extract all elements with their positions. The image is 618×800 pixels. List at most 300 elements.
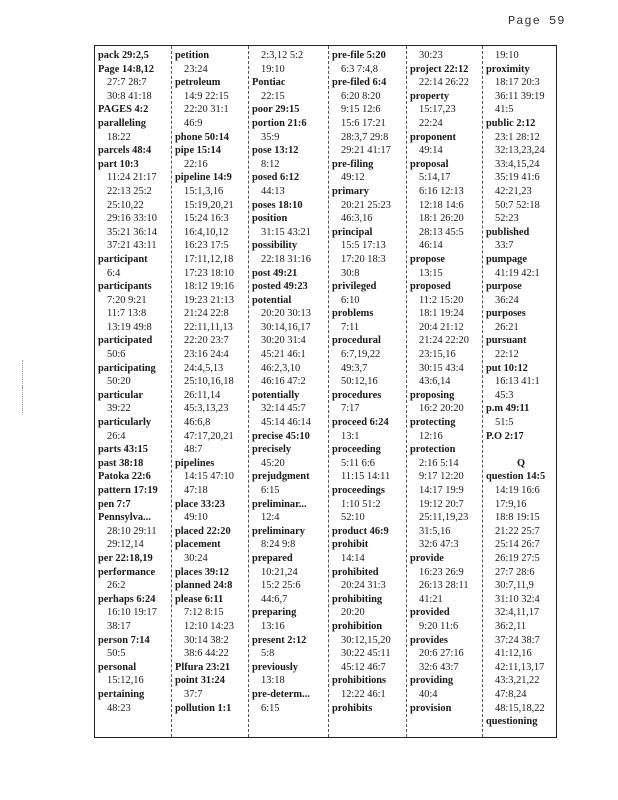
index-page-refs: 15:1,3,16: [184, 185, 224, 197]
index-page-refs: 47:18: [184, 485, 208, 496]
index-page-refs: 22:14 26:22: [419, 77, 469, 89]
index-entry: potentially: [252, 389, 300, 401]
index-page-refs: 22:12: [495, 349, 519, 361]
index-entry: placement: [175, 539, 221, 551]
index-page-refs: 30:22 45:11: [341, 648, 391, 660]
index-entry: pack 29:2,5: [98, 50, 149, 61]
index-page-refs: 49:14: [419, 145, 443, 157]
index-entry: particular: [98, 389, 144, 401]
index-entry: past 38:18: [98, 457, 144, 469]
index-entry: place 33:23: [175, 498, 225, 510]
index-page-refs: 43:3,21,22: [495, 675, 540, 687]
index-page-refs: 22:24: [419, 117, 443, 129]
index-column-1: [98, 49, 170, 715]
index-page-refs: 6:16 12:13: [419, 185, 464, 197]
index-page-refs: 22:20 23:7: [184, 335, 229, 347]
index-entry: pipe 15:14: [175, 145, 221, 157]
index-page-refs: 52:23: [495, 213, 519, 225]
index-page-refs: 32:6 43:7: [419, 661, 459, 673]
index-page-refs: 6:15: [261, 702, 280, 714]
index-page-refs: 15:5 17:13: [341, 240, 386, 252]
index-page-refs: 19:23 21:13: [184, 294, 234, 306]
index-page-refs: 46:6,8: [184, 417, 211, 429]
index-entry: Q: [516, 457, 526, 469]
index-page-refs: 20:21 25:23: [341, 199, 391, 211]
index-page-refs: 12:18 14:6: [419, 199, 464, 211]
index-entry: poses 18:10: [252, 199, 303, 211]
index-entry: procedural: [332, 335, 381, 347]
index-entry: propose: [410, 253, 446, 265]
index-page-refs: 52:10: [341, 512, 365, 524]
index-page-refs: 5:14,17: [419, 172, 451, 184]
index-page-refs: 29:12,14: [107, 539, 144, 551]
index-page-refs: 37:21 43:11: [107, 240, 157, 252]
index-page-refs: 11:24 21:17: [107, 172, 157, 184]
index-entry: proceed 6:24: [332, 417, 389, 429]
index-page-refs: 37:24 38:7: [495, 634, 540, 646]
index-entry: petition: [175, 50, 210, 61]
index-page-refs: 15:2 25:6: [261, 580, 301, 592]
index-page-refs: 29:16 33:10: [107, 213, 157, 225]
index-entry: phone 50:14: [175, 131, 229, 143]
index-entry: purposes: [486, 308, 526, 320]
index-page-refs: 30:20 31:4: [261, 335, 306, 347]
index-entry: part 10:3: [98, 158, 139, 170]
index-entry: published: [486, 226, 530, 238]
index-page-refs: 13:19 49:8: [107, 321, 152, 333]
index-page-refs: 17:11,12,18: [184, 253, 234, 265]
index-entry: Pennsylva...: [98, 512, 151, 524]
index-entry: pre-file 5:20: [332, 50, 386, 61]
index-entry: Patoka 22:6: [98, 471, 151, 483]
index-page-refs: 37:7: [184, 688, 203, 700]
index-page-refs: 15:17,23: [419, 104, 456, 116]
index-page-refs: 36:2,11: [495, 620, 527, 632]
index-entry: pattern 17:19: [98, 485, 158, 496]
word-index-table: [94, 45, 557, 738]
index-page-refs: 41:21: [419, 593, 443, 605]
index-page-refs: 23:1 28:12: [495, 131, 540, 143]
index-entry: p.m 49:11: [486, 403, 530, 415]
index-entry: parts 43:15: [98, 444, 148, 456]
index-entry: pursuant: [486, 335, 527, 347]
index-entry: posed 6:12: [252, 172, 300, 184]
index-entry: person 7:14: [98, 634, 150, 646]
index-page-refs: 16:10 19:17: [107, 607, 157, 619]
index-page-refs: 7:17: [341, 403, 360, 415]
index-entry: pipeline 14:9: [175, 172, 232, 184]
index-page-refs: 16:13 41:1: [495, 376, 540, 388]
index-page-refs: 25:10,16,18: [184, 376, 234, 388]
index-entry: please 6:11: [175, 593, 224, 605]
index-page-refs: 30:8 41:18: [107, 90, 152, 102]
index-page-refs: 22:16: [184, 158, 208, 170]
index-entry: portion 21:6: [252, 117, 307, 129]
index-page-refs: 6:15: [261, 485, 280, 496]
index-entry: property: [410, 90, 450, 102]
index-entry: Pontiac: [252, 77, 286, 89]
index-entry: perhaps 6:24: [98, 593, 156, 605]
index-entry: point 31:24: [175, 675, 225, 687]
index-page-refs: 31:5,16: [419, 525, 451, 537]
index-entry: protection: [410, 444, 456, 456]
index-entry: questioning: [486, 716, 538, 728]
index-page-refs: 30:7,11,9: [495, 580, 534, 592]
index-page-refs: 5:8: [261, 648, 275, 660]
index-entry: procedures: [332, 389, 382, 401]
index-page-refs: 5:11 6:6: [341, 457, 375, 469]
index-entry: present 2:12: [252, 634, 307, 646]
index-page-refs: 30:14,16,17: [261, 321, 311, 333]
index-page-refs: 45:20: [261, 457, 285, 469]
index-page-refs: 18:17 20:3: [495, 77, 540, 89]
index-entry: provided: [410, 607, 450, 619]
index-page-refs: 7:20 9:21: [107, 294, 147, 306]
index-page-refs: 49:10: [184, 512, 208, 524]
column-divider: [406, 46, 407, 737]
index-page-refs: 45:3,13,23: [184, 403, 229, 415]
index-page-refs: 14:15 47:10: [184, 471, 234, 483]
index-page-refs: 20:24 31:3: [341, 580, 386, 592]
index-page-refs: 15:24 16:3: [184, 213, 229, 225]
index-entry: P.O 2:17: [486, 430, 524, 442]
index-column-2: [175, 49, 247, 715]
index-entry: pumpage: [486, 253, 527, 265]
index-page-refs: 22:20 31:1: [184, 104, 229, 116]
index-page-refs: 16:2 20:20: [419, 403, 464, 415]
index-page-refs: 42:11,13,17: [495, 661, 545, 673]
index-page-refs: 21:24 22:20: [419, 335, 469, 347]
index-page-refs: 16:23 26:9: [419, 566, 464, 578]
index-entry: public 2:12: [486, 117, 536, 129]
index-entry: preliminar...: [252, 498, 307, 510]
index-page-refs: 10:21,24: [261, 566, 298, 578]
margin-mark: [22, 385, 25, 413]
index-page-refs: 2:3,12 5:2: [261, 50, 304, 61]
index-page-refs: 6:3 7:4,8: [341, 63, 378, 75]
index-page-refs: 35:9: [261, 131, 280, 143]
index-page-refs: 50:6: [107, 349, 126, 361]
index-page-refs: 46:3,16: [341, 213, 373, 225]
index-entry: purpose: [486, 281, 522, 293]
index-page-refs: 20:20: [341, 607, 365, 619]
index-page-refs: 16:23 17:5: [184, 240, 229, 252]
index-page-refs: 50:5: [107, 648, 126, 660]
index-entry: placed 22:20: [175, 525, 231, 537]
index-page-refs: 30:15 43:4: [419, 362, 464, 374]
index-page-refs: 22:18 31:16: [261, 253, 311, 265]
index-page-refs: 32:14 45:7: [261, 403, 306, 415]
index-page-refs: 19:10: [261, 63, 285, 75]
index-entry: pipelines: [175, 457, 215, 469]
index-entry: posted 49:23: [252, 281, 308, 293]
index-page-refs: 50:20: [107, 376, 131, 388]
index-page-refs: 13:15: [419, 267, 443, 279]
index-page-refs: 19:12 20:7: [419, 498, 464, 510]
index-entry: paralleling: [98, 117, 146, 129]
index-entry: Page 14:8,12: [98, 63, 154, 75]
index-entry: prepared: [252, 552, 293, 564]
index-entry: put 10:12: [486, 362, 528, 374]
index-page-refs: 14:9 22:15: [184, 90, 229, 102]
index-entry: pose 13:12: [252, 145, 299, 157]
index-page-refs: 26:4: [107, 430, 126, 442]
index-entry: places 39:12: [175, 566, 229, 578]
index-entry: question 14:5: [486, 471, 546, 483]
index-page-refs: 47:8,24: [495, 688, 527, 700]
index-page-refs: 16:4,10,12: [184, 226, 229, 238]
index-entry: participated: [98, 335, 153, 347]
margin-mark: [22, 360, 25, 388]
index-page-refs: 7:12 8:15: [184, 607, 224, 619]
index-page-refs: 27:7 28:7: [107, 77, 147, 89]
index-page-refs: 6:7,19,22: [341, 349, 381, 361]
index-entry: petroleum: [175, 77, 221, 89]
index-page-refs: 25:10,22: [107, 199, 144, 211]
index-page-refs: 12:10 14:23: [184, 620, 234, 632]
index-page-refs: 6:10: [341, 294, 360, 306]
index-entry: prohibits: [332, 702, 373, 714]
index-entry: prejudgment: [252, 471, 310, 483]
index-entry: prohibiting: [332, 593, 383, 605]
column-divider: [171, 46, 172, 737]
index-page-refs: 20:6 27:16: [419, 648, 464, 660]
index-page-refs: 30:12,15,20: [341, 634, 391, 646]
index-page-refs: 6:20 8:20: [341, 90, 381, 102]
index-page-refs: 45:21 46:1: [261, 349, 306, 361]
index-entry: post 49:21: [252, 267, 298, 279]
index-page-refs: 15:12,16: [107, 675, 144, 687]
index-entry: provision: [410, 702, 452, 714]
index-page-refs: 42:21,23: [495, 185, 532, 197]
index-page-refs: 11:15 14:11: [341, 471, 391, 483]
index-page-refs: 9:15 12:6: [341, 104, 381, 116]
index-page-refs: 48:15,18,22: [495, 702, 545, 714]
index-page-refs: 36:11 39:19: [495, 90, 545, 102]
index-page-refs: 1:10 51:2: [341, 498, 381, 510]
index-page-refs: 38:6 44:22: [184, 648, 229, 660]
index-page-refs: 33:7: [495, 240, 514, 252]
index-entry: proximity: [486, 63, 530, 75]
column-divider: [248, 46, 249, 737]
index-page-refs: 22:11,11,13: [184, 321, 233, 333]
index-page-refs: 46:2,3,10: [261, 362, 301, 374]
index-page-refs: 28:3,7 29:8: [341, 131, 389, 143]
index-entry: proposed: [410, 281, 451, 293]
index-entry: position: [252, 213, 288, 225]
index-page-refs: 48:23: [107, 702, 131, 714]
index-page-refs: 29:21 41:17: [341, 145, 391, 157]
page-number-label: Page 59: [508, 14, 566, 28]
index-entry: potential: [252, 294, 292, 306]
index-page-refs: 23:16 24:4: [184, 349, 229, 361]
index-page-refs: 50:7 52:18: [495, 199, 540, 211]
index-entry: product 46:9: [332, 525, 389, 537]
column-divider: [328, 46, 329, 737]
index-entry: possibility: [252, 240, 298, 252]
index-page-refs: 20:20 30:13: [261, 308, 311, 320]
index-entry: precisely: [252, 444, 292, 456]
index-page-refs: 26:13 28:11: [419, 580, 469, 592]
index-entry: poor 29:15: [252, 104, 300, 116]
index-page-refs: 7:11: [341, 321, 360, 333]
index-page-refs: 17:23 18:10: [184, 267, 234, 279]
index-entry: preparing: [252, 607, 297, 619]
index-page-refs: 28:10 29:11: [107, 525, 157, 537]
index-page-refs: 44:13: [261, 185, 285, 197]
index-entry: pre-filing: [332, 158, 374, 170]
index-page-refs: 46:16 47:2: [261, 376, 306, 388]
index-page-refs: 14:14: [341, 552, 365, 564]
index-entry: project 22:12: [410, 63, 469, 75]
index-page-refs: 41:5: [495, 104, 514, 116]
index-page-refs: 38:17: [107, 620, 131, 632]
index-page-refs: 45:3: [495, 389, 514, 401]
index-page-refs: [486, 443, 556, 457]
index-page-refs: 47:17,20,21: [184, 430, 234, 442]
index-entry: personal: [98, 661, 137, 673]
index-entry: proponent: [410, 131, 457, 143]
index-entry: privileged: [332, 281, 377, 293]
index-page-refs: 8:24 9:8: [261, 539, 296, 551]
index-page-refs: 32:6 47:3: [419, 539, 459, 551]
index-entry: primary: [332, 185, 369, 197]
index-page-refs: 23:24: [184, 63, 208, 75]
index-page-refs: 18:8 19:15: [495, 512, 540, 524]
index-entry: previously: [252, 661, 298, 673]
index-page-refs: 35:19 41:6: [495, 172, 540, 184]
index-column-5: [410, 49, 481, 715]
index-entry: pertaining: [98, 688, 145, 700]
index-entry: prohibited: [332, 566, 379, 578]
index-entry: prohibition: [332, 620, 383, 632]
index-column-3: [252, 49, 327, 715]
index-page-refs: 9:17 12:20: [419, 471, 464, 483]
index-entry: planned 24:8: [175, 580, 233, 592]
index-page-refs: 17:20 18:3: [341, 253, 386, 265]
index-page-refs: 35:21 36:14: [107, 226, 157, 238]
index-page-refs: 45:14 46:14: [261, 417, 311, 429]
index-page-refs: 30:8: [341, 267, 360, 279]
index-page-refs: 43:6,14: [419, 376, 451, 388]
index-page-refs: 41:19 42:1: [495, 267, 540, 279]
index-page-refs: 50:12,16: [341, 376, 378, 388]
index-page-refs: 12:4: [261, 512, 280, 524]
index-entry: pre-filed 6:4: [332, 77, 387, 89]
index-page-refs: 26:2: [107, 580, 126, 592]
index-entry: proposing: [410, 389, 455, 401]
index-page-refs: 31:10 32:4: [495, 593, 540, 605]
index-page-refs: 40:4: [419, 688, 438, 700]
index-page-refs: 44:6,7: [261, 593, 288, 605]
index-page-refs: 33:4,15,24: [495, 158, 540, 170]
index-entry: participating: [98, 362, 156, 374]
index-page-refs: 9:20 11:6: [419, 620, 459, 632]
index-entry: proceedings: [332, 485, 385, 496]
index-page-refs: 18:1 26:20: [419, 213, 464, 225]
index-page-refs: 46:14: [419, 240, 443, 252]
index-page-refs: 2:16 5:14: [419, 457, 459, 469]
index-page-refs: 6:4: [107, 267, 121, 279]
index-entry: participant: [98, 253, 148, 265]
index-page-refs: 21:24 22:8: [184, 308, 229, 320]
index-entry: proposal: [410, 158, 449, 170]
index-entry: PAGES 4:2: [98, 104, 149, 116]
index-page-refs: 48:7: [184, 444, 203, 456]
index-entry: proceeding: [332, 444, 381, 456]
index-page-refs: 12:22 46:1: [341, 688, 386, 700]
index-entry: Plfura 23:21: [175, 661, 231, 673]
index-page-refs: 12:16: [419, 430, 443, 442]
index-entry: pre-determ...: [252, 688, 310, 700]
index-entry: provide: [410, 552, 444, 564]
index-entry: particularly: [98, 417, 152, 429]
index-page-refs: 51:5: [495, 417, 514, 429]
index-entry: prohibitions: [332, 675, 387, 687]
index-page-refs: 25:11,19,23: [419, 512, 469, 524]
index-page-refs: 18:12 19:16: [184, 281, 234, 293]
index-page-refs: 15:19,20,21: [184, 199, 234, 211]
index-entry: problems: [332, 308, 374, 320]
index-entry: pollution 1:1: [175, 702, 232, 714]
index-page-refs: 22:13 25:2: [107, 185, 152, 197]
index-page-refs: 26:19 27:5: [495, 552, 540, 564]
index-page-refs: 8:12: [261, 158, 280, 170]
index-page-refs: 14:19 16:6: [495, 485, 540, 496]
index-page-refs: 17:9,16: [495, 498, 527, 510]
index-entry: protecting: [410, 417, 456, 429]
index-page-refs: 49:3,7: [341, 362, 368, 374]
index-page-refs: 24:4,5,13: [184, 362, 224, 374]
index-entry: participants: [98, 281, 152, 293]
index-entry: pen 7:7: [98, 498, 131, 510]
index-entry: principal: [332, 226, 373, 238]
index-page-refs: 49:12: [341, 172, 365, 184]
index-page-refs: 30:14 38:2: [184, 634, 229, 646]
index-entry: prohibit: [332, 539, 369, 551]
index-page-refs: 13:1: [341, 430, 360, 442]
index-entry: parcels 48:4: [98, 145, 152, 157]
index-page-refs: 20:4 21:12: [419, 321, 464, 333]
index-page-refs: 22:15: [261, 90, 285, 102]
index-page-refs: 14:17 19:9: [419, 485, 464, 496]
index-page-refs: 26:11,14: [184, 389, 221, 401]
index-entry: provides: [410, 634, 448, 646]
index-page-refs: 28:13 45:5: [419, 226, 464, 238]
index-entry: providing: [410, 675, 454, 687]
index-page-refs: 46:9: [184, 117, 203, 129]
index-page-refs: 36:24: [495, 294, 519, 306]
index-page-refs: 19:10: [495, 50, 519, 61]
index-page-refs: 30:23: [419, 50, 443, 61]
index-page-refs: 39:22: [107, 403, 131, 415]
index-page-refs: 13:16: [261, 620, 285, 632]
index-page-refs: 15:6 17:21: [341, 117, 386, 129]
index-entry: preliminary: [252, 525, 305, 537]
index-page-refs: 32:13,23,24: [495, 145, 545, 157]
index-page-refs: 13:18: [261, 675, 285, 687]
index-page-refs: 27:7 28:6: [495, 566, 535, 578]
index-entry: per 22:18,19: [98, 552, 153, 564]
index-entry: performance: [98, 566, 156, 578]
index-page-refs: 18:22: [107, 131, 131, 143]
index-page-refs: 32:4,11,17: [495, 607, 540, 619]
column-divider: [482, 46, 483, 737]
index-page-refs: 26:21: [495, 321, 519, 333]
index-page-refs: 45:12 46:7: [341, 661, 386, 673]
index-page-refs: 23:15,16: [419, 349, 456, 361]
index-column-4: [332, 49, 405, 715]
